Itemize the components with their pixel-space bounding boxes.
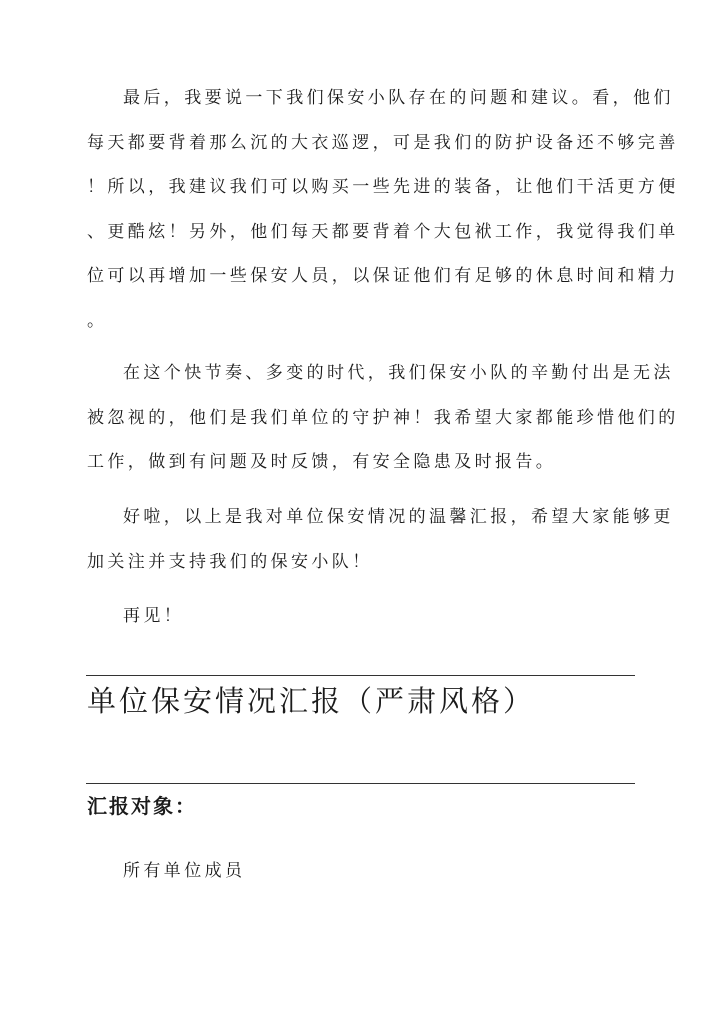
section-title: 单位保安情况汇报（严肃风格） (87, 684, 536, 718)
section-subtitle: 汇报对象： (87, 794, 197, 818)
paragraph-line: 被忽视的，他们是我们单位的守护神！我希望大家都能珍惜他们的 (87, 407, 679, 428)
paragraph-line: 加关注并支持我们的保安小队！ (87, 551, 373, 572)
paragraph-line: 在这个快节奏、多变的时代，我们保安小队的辛勤付出是无法 (123, 363, 674, 383)
paragraph-line: 、更酷炫！另外，他们每天都要背着个大包袱工作，我觉得我们单 (87, 221, 679, 242)
paragraph-line: 位可以再增加一些保安人员，以保证他们有足够的休息时间和精力 (87, 266, 679, 286)
paragraph-line: 好啦，以上是我对单位保安情况的温馨汇报，希望大家能够更 (123, 507, 674, 527)
paragraph-audience (87, 849, 633, 894)
paragraph-closing (87, 495, 674, 584)
paragraph-farewell (87, 594, 633, 639)
section-divider (86, 675, 635, 676)
paragraph-line: 每天都要背着那么沉的大衣巡逻，可是我们的防护设备还不够完善 (87, 132, 679, 153)
paragraph-line: 再见！ (123, 606, 185, 626)
paragraph-line: ！所以，我建议我们可以购买一些先进的装备，让他们干活更方便 (87, 177, 679, 197)
paragraph-appreciation (87, 351, 679, 485)
section-divider (86, 783, 635, 784)
paragraph-line: 。 (87, 310, 108, 331)
audience-text: 所有单位成员 (123, 861, 246, 881)
paragraph-suggestions (87, 76, 679, 343)
paragraph-line: 最后，我要说一下我们保安小队存在的问题和建议。看，他们 (123, 88, 674, 108)
paragraph-line: 工作，做到有问题及时反馈，有安全隐患及时报告。 (87, 452, 557, 472)
